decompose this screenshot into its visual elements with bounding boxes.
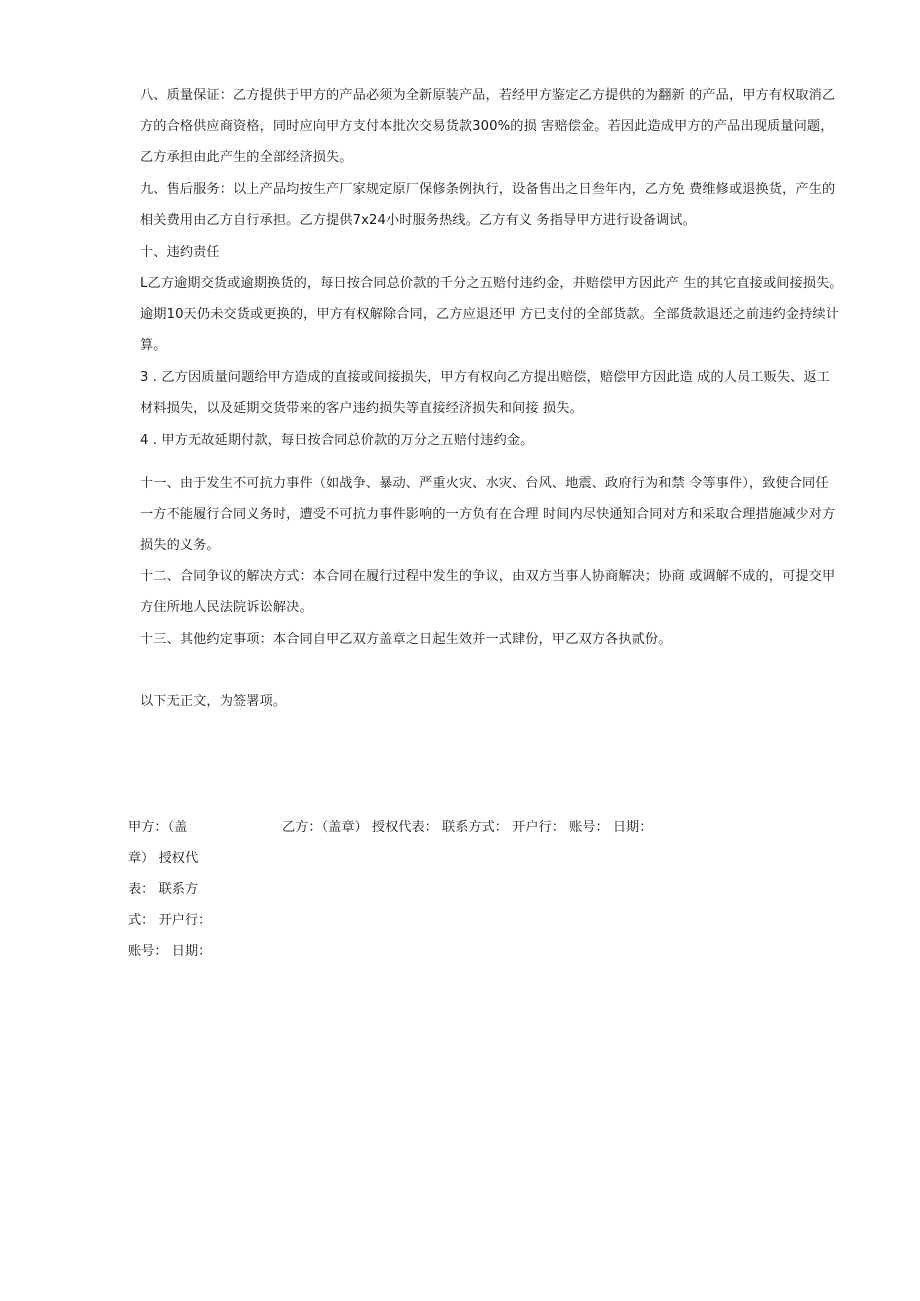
clause-other-line-1: 十三、其他约定事项：本合同自甲乙双方盖章之日起生效并一式肆份，甲乙双方各执贰份。	[140, 632, 672, 647]
clause-breach-item-1-line-3: 算。	[140, 338, 167, 353]
clause-breach-item-1-line-2: 逾期10天仍未交货或更换的，甲方有权解除合同，乙方应退还甲 方已支付的全部货款。全部货款退还之前违约金持续计	[140, 307, 839, 322]
clause-quality-line-3: 乙方承担由此产生的全部经济损失。	[140, 150, 353, 165]
end-note: 以下无正文，为签署项。	[140, 694, 287, 709]
party-a-line-1: 甲方：（盖	[128, 820, 188, 835]
party-a-line-4: 式： 开户行：	[128, 913, 212, 928]
clause-quality-line-2: 方的合格供应商资格，同时应向甲方支付本批次交易货款300%的损 害赔偿金。若因此造成甲方的产品出现质量问题，	[140, 119, 834, 134]
clause-force-majeure-line-3: 损失的义务。	[140, 538, 220, 553]
clause-breach-heading: 十、违约责任	[140, 245, 220, 260]
clause-dispute-line-2: 方住所地人民法院诉讼解决。	[140, 600, 313, 615]
party-a-line-3: 表： 联系方	[128, 882, 199, 897]
party-a-line-2: 章） 授权代	[128, 851, 199, 866]
clause-force-majeure-line-1: 十一、由于发生不可抗力事件（如战争、暴动、严重火灾、水灾、台风、地震、政府行为和禁 令等事件），致使合同任	[140, 476, 829, 491]
party-b-line-1: 乙方：（盖章） 授权代表： 联系方式： 开户行： 账号： 日期：	[282, 820, 653, 835]
clause-force-majeure-line-2: 一方不能履行合同义务时，遭受不可抗力事件影响的一方负有在合理 时间内尽快通知合同对方和采取合理措施减少对方	[140, 507, 836, 522]
clause-breach-item-4-line-1: 4 . 甲方无故延期付款，每日按合同总价款的万分之五赔付违约金。	[140, 433, 534, 448]
clause-breach-item-3-line-1: 3 . 乙方因质量问题给甲方造成的直接或间接损失，甲方有权向乙方提出赔偿，赔偿甲方因此造 成的人员工贩失、返工	[140, 370, 831, 385]
clause-quality-line-1: 八、质量保证：乙方提供于甲方的产品必须为全新原装产品，若经甲方鉴定乙方提供的为翻新 的产品，甲方有权取消乙	[140, 88, 836, 103]
clause-after-sales-line-1: 九、售后服务：以上产品均按生产厂家规定原厂保修条例执行，设备售出之日叁年内，乙方免 费维修或退换货，产生的	[140, 182, 836, 197]
clause-dispute-line-1: 十二、合同争议的解决方式：本合同在履行过程中发生的争议，由双方当事人协商解决；协商 或调解不成的，可提交甲	[140, 569, 836, 584]
clause-breach-item-1-line-1: L乙方逾期交货或逾期换货的，每日按合同总价款的千分之五赔付违约金，并赔偿甲方因此产 生的其它直接或间接损失。	[140, 276, 843, 291]
party-a-line-5: 账号： 日期：	[128, 944, 212, 959]
clause-after-sales-line-2: 相关费用由乙方自行承担。乙方提供7x24小时服务热线。乙方有义 务指导甲方进行设备调试。	[140, 213, 696, 228]
clause-breach-item-3-line-2: 材料损失，以及延期交货带来的客户违约损失等直接经济损失和间接 损失。	[140, 401, 583, 416]
